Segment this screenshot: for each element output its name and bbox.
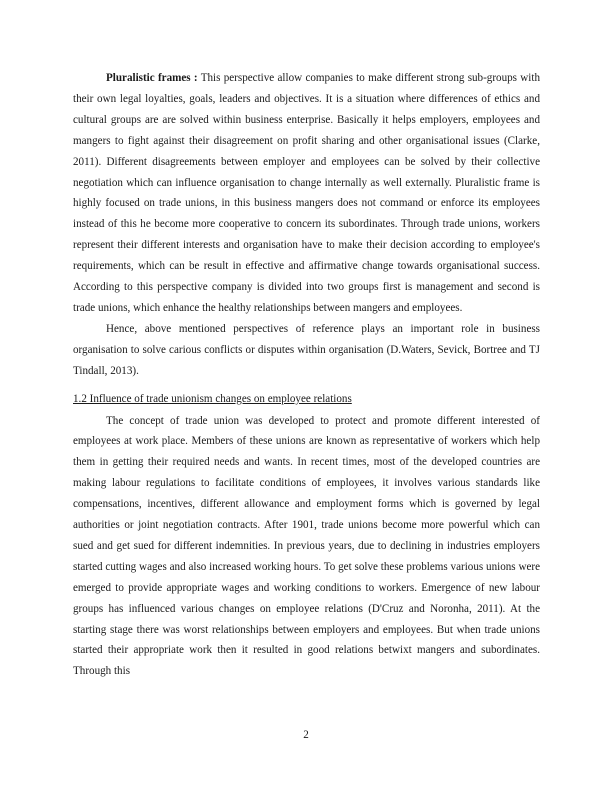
page-number: 2 [303, 729, 309, 741]
pluralistic-frames-term: Pluralistic frames : [106, 72, 198, 84]
paragraph-perspectives-summary: Hence, above mentioned perspectives of reference plays an important role in business organisation to solve carious conflicts or disputes within organisation (D.Waters, Sevick, Bortree and TJ Tindall, 2013). [73, 322, 540, 377]
paragraph-trade-union-concept: The concept of trade union was developed to protect and promote different interested of employees at work place. Members of these unions are known as representative of workers which help them in getting their required needs and wants. In recent times, most of the developed countries are making labour regulations to facilitate conditions of employees, it involves various standards like compensations, incentives, different allowance and employment forms which is governed by legal authorities or joint negotiation contracts. After 1901, trade unions become more powerful which can sued and get sued for different indemnities. In previous years, due to declining in industries employers started cutting wages and also increased working hours. To get solve these problems various unions were emerged to provide appropriate wages and working conditions to workers. Emergence of new labour groups has influenced various changes on employee relations (D'Cruz and Noronha, 2011). At the starting stage there was worst relationships between employers and employees. But when trade unions started their appropriate work then it resulted in good relations betwixt mangers and subordinates. Through this [73, 414, 540, 678]
paragraph-pluralistic-frames [73, 68, 540, 319]
pluralistic-frames-text: This perspective allow companies to make different strong sub-groups with their own legal loyalties, goals, leaders and objectives. It is a situation where differences of ethics and cultural groups are are solved within business enterprise. Basically it helps employers, employees and mangers to fight against their disagreement on profit sharing and other organisational issues (Clarke, 2011). Different disagreements between employer and employees can be solved by their collective negotiation which can influence organisation to change internally as well externally. Pluralistic frame is highly focused on trade unions, in this business mangers does not command or enforce its employees instead of this he become more cooperative to concern its subordinates. Through trade unions, workers represent their different interests and organisation have to make their decision according to employee's requirements, which can be result in effective and affirmative change towards organisational success. According to this perspective company is divided into two groups first is management and second is trade unions, which enhance the healthy relationships between mangers and employees. [73, 72, 541, 314]
section-heading-1-2: 1.2 Influence of trade unionism changes on employee relations [73, 392, 352, 405]
page-body [73, 68, 540, 682]
